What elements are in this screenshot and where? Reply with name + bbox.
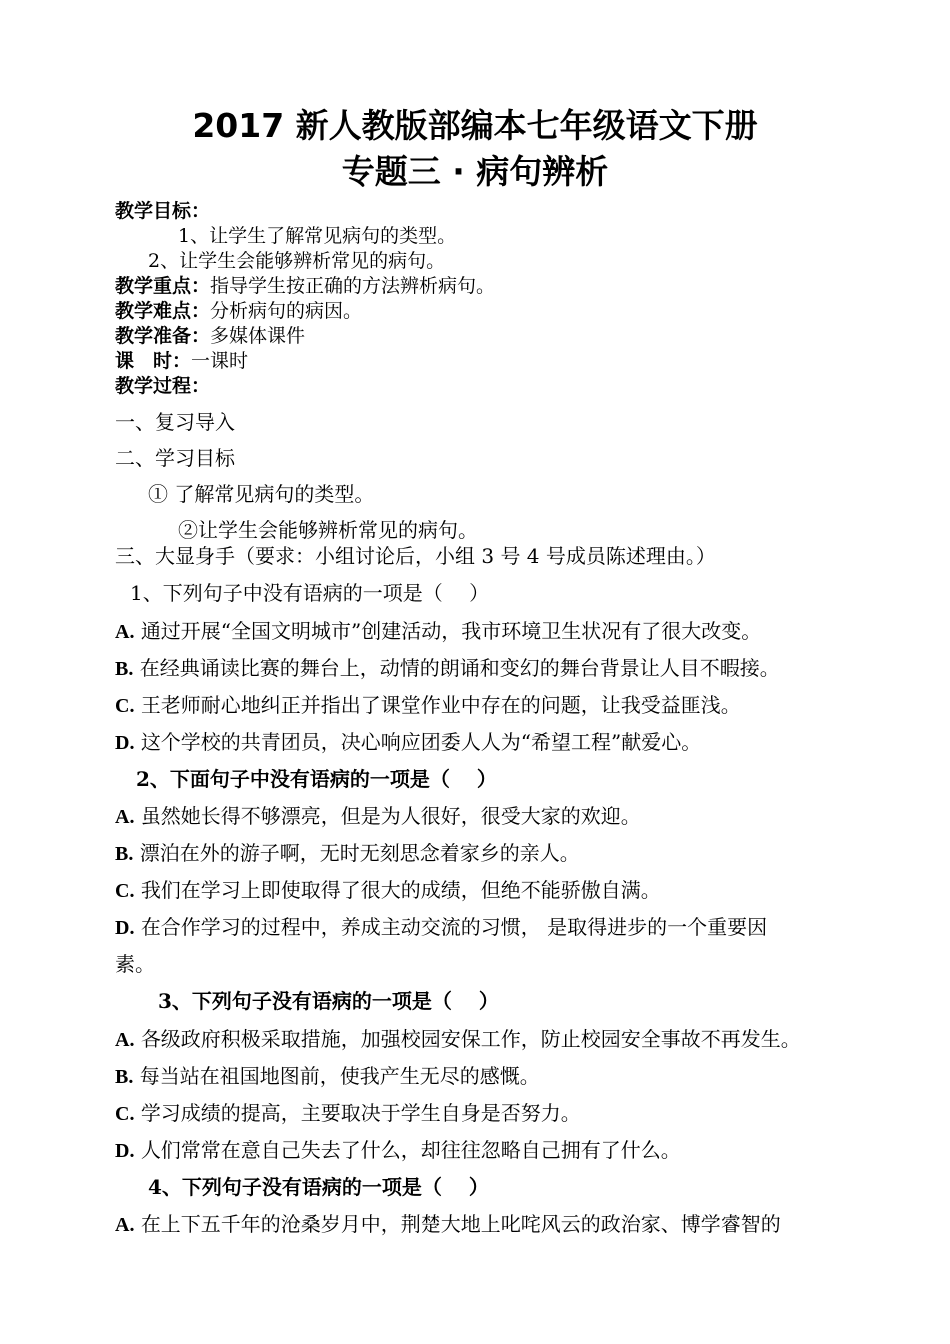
option-text: 各级政府积极采取措施，加强校园安保工作，防止校园安全事故不再发生。 bbox=[140, 1027, 801, 1051]
option-text: 虽然她长得不够漂亮，但是为人很好，很受大家的欢迎。 bbox=[140, 804, 641, 828]
step-review: 一、复习导入 bbox=[115, 410, 235, 434]
prep-text: 多媒体课件 bbox=[210, 325, 306, 347]
option-letter: B. bbox=[115, 843, 134, 865]
option-letter: A. bbox=[115, 1214, 135, 1236]
option-letter: B. bbox=[115, 1066, 134, 1088]
goal-item-2: 2、让学生会能够辨析常见的病句。 bbox=[148, 250, 446, 272]
difficulty-label: 教学难点： bbox=[115, 300, 211, 322]
option-letter: A. bbox=[115, 806, 135, 828]
q2-option-c bbox=[115, 877, 661, 904]
q3-option-c bbox=[115, 1100, 581, 1127]
option-text: 我们在学习上即使取得了很大的成绩，但绝不能骄傲自满。 bbox=[140, 878, 661, 902]
q1-option-a bbox=[115, 618, 761, 645]
option-text: 通过开展“全国文明城市”创建活动，我市环境卫生状况有了很大改变。 bbox=[140, 619, 762, 643]
focus-text: 指导学生按正确的方法辨析病句。 bbox=[210, 275, 496, 297]
option-text: 在经典诵读比赛的舞台上，动情的朗诵和变幻的舞台背景让人目不暇接。 bbox=[139, 656, 780, 680]
focus-row bbox=[115, 274, 495, 298]
q1-option-d bbox=[115, 729, 701, 756]
option-text: 这个学校的共青团员，决心响应团委人人为“希望工程”献爱心。 bbox=[140, 730, 702, 754]
question-4-stem: 4、下列句子没有语病的一项是（ ） bbox=[148, 1175, 489, 1199]
objective-1: ① 了解常见病句的类型。 bbox=[148, 482, 375, 506]
period-label: 课 时： bbox=[115, 350, 192, 372]
q3-option-b bbox=[115, 1063, 540, 1090]
question-2-stem: 2、下面句子中没有语病的一项是（ ） bbox=[136, 767, 497, 791]
step-practice: 三、大显身手（要求：小组讨论后，小组 3 号 4 号成员陈述理由。） bbox=[115, 544, 716, 568]
option-text: 每当站在祖国地图前，使我产生无尽的感慨。 bbox=[139, 1064, 540, 1088]
q2-option-d bbox=[115, 914, 767, 941]
q1-option-c bbox=[115, 692, 741, 719]
option-text: 在上下五千年的沧桑岁月中，荆楚大地上叱咤风云的政治家、博学睿智的 bbox=[140, 1212, 781, 1236]
q2-option-d-continued: 素。 bbox=[115, 952, 155, 976]
option-letter: D. bbox=[115, 732, 135, 754]
option-letter: D. bbox=[115, 1140, 135, 1162]
option-text: 学习成绩的提高，主要取决于学生自身是否努力。 bbox=[140, 1101, 581, 1125]
difficulty-row bbox=[115, 299, 362, 323]
step-objectives: 二、学习目标 bbox=[115, 446, 235, 470]
q3-option-a bbox=[115, 1026, 801, 1053]
q2-option-b bbox=[115, 840, 580, 867]
process-label: 教学过程： bbox=[115, 375, 211, 397]
process-heading bbox=[115, 374, 210, 398]
q2-option-a bbox=[115, 803, 641, 830]
option-text: 王老师耐心地纠正并指出了课堂作业中存在的问题，让我受益匪浅。 bbox=[140, 693, 741, 717]
q4-option-a bbox=[115, 1211, 781, 1238]
option-text: 在合作学习的过程中，养成主动交流的习惯， 是取得进步的一个重要因 bbox=[140, 915, 768, 939]
option-text: 漂泊在外的游子啊，无时无刻思念着家乡的亲人。 bbox=[139, 841, 580, 865]
goal-item-1: 1、让学生了解常见病句的类型。 bbox=[178, 225, 457, 247]
option-letter: A. bbox=[115, 621, 135, 643]
prep-row bbox=[115, 324, 305, 348]
prep-label: 教学准备： bbox=[115, 325, 211, 347]
option-letter: B. bbox=[115, 658, 134, 680]
focus-label: 教学重点： bbox=[115, 275, 211, 297]
option-letter: C. bbox=[115, 695, 135, 717]
goals-heading bbox=[115, 199, 210, 223]
period-text: 一课时 bbox=[191, 350, 249, 372]
option-letter: D. bbox=[115, 917, 135, 939]
goals-label: 教学目标： bbox=[115, 200, 211, 222]
period-row bbox=[115, 349, 248, 373]
difficulty-text: 分析病句的病因。 bbox=[210, 300, 363, 322]
doc-title-line1: 2017 新人教版部编本七年级语文下册 bbox=[192, 106, 758, 145]
option-letter: C. bbox=[115, 1103, 135, 1125]
option-letter: A. bbox=[115, 1029, 135, 1051]
option-text: 人们常常在意自己失去了什么，却往往忽略自己拥有了什么。 bbox=[140, 1138, 681, 1162]
q1-option-b bbox=[115, 655, 780, 682]
doc-title-line2: 专题三 · 病句辨析 bbox=[341, 152, 609, 191]
option-letter: C. bbox=[115, 880, 135, 902]
objective-2: ②让学生会能够辨析常见的病句。 bbox=[178, 518, 478, 542]
question-3-stem: 3、下列句子没有语病的一项是（ ） bbox=[158, 989, 499, 1013]
q3-option-d bbox=[115, 1137, 681, 1164]
question-1-stem: 1、下列句子中没有语病的一项是（ ） bbox=[130, 581, 490, 605]
